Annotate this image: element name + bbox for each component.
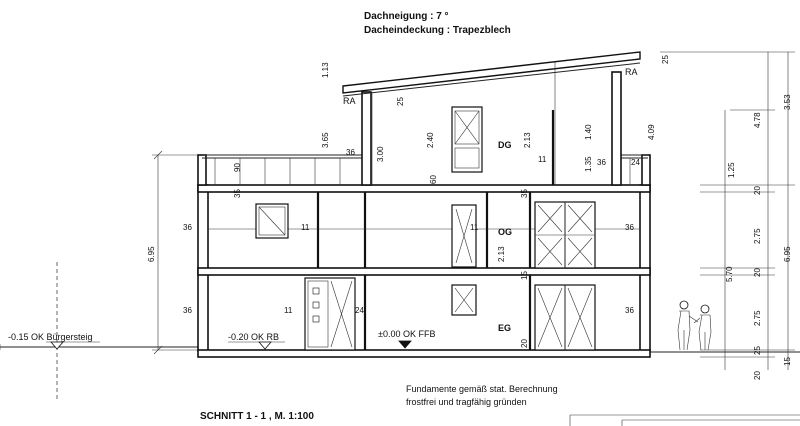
dim-135: 1.35 bbox=[584, 156, 593, 172]
street-level-label: -0.15 OK Bürgersteig bbox=[8, 332, 93, 342]
dim-36-dg: 36 bbox=[346, 148, 355, 157]
dim-35-mid: 35 bbox=[520, 189, 529, 198]
dim-36-dg-right: 36 bbox=[597, 158, 606, 167]
dim-695-left: 6.95 bbox=[147, 246, 156, 262]
room-label-dg: DG bbox=[498, 140, 512, 150]
dim-478: 4.78 bbox=[753, 112, 762, 128]
dim-140: 1.40 bbox=[584, 124, 593, 140]
entrance-door bbox=[305, 278, 355, 350]
dim-36-eg-left: 36 bbox=[183, 306, 192, 315]
ra-label-right: RA bbox=[625, 67, 638, 77]
window-eg-right bbox=[535, 285, 595, 350]
dim-275-eg: 2.75 bbox=[753, 310, 762, 326]
dim-20-a: 20 bbox=[753, 186, 762, 195]
ffb-level-marker bbox=[399, 341, 411, 348]
dim-20-b: 20 bbox=[753, 268, 762, 277]
dim-36-og-left: 36 bbox=[183, 223, 192, 232]
dim-300: 3.00 bbox=[376, 146, 385, 162]
dim-chains-right bbox=[660, 52, 795, 370]
window-og-right bbox=[535, 202, 595, 268]
title-block-frame bbox=[570, 415, 800, 426]
window-dg bbox=[452, 107, 482, 172]
window-eg-mid bbox=[452, 285, 476, 315]
room-label-og: OG bbox=[498, 227, 513, 237]
dim-409: 4.09 bbox=[647, 124, 656, 140]
ground-level-label: -0.20 OK RB bbox=[228, 332, 280, 342]
dim-125: 1.25 bbox=[727, 162, 736, 178]
dim-20-eg: 20 bbox=[520, 339, 529, 348]
roof-pitch-label: Dachneigung : 7 ° bbox=[364, 11, 449, 22]
dim-213-dg: 2.13 bbox=[523, 132, 532, 148]
dim-11-og-mid: 11 bbox=[470, 223, 479, 232]
dim-line-left bbox=[152, 151, 198, 354]
dim-275-og: 2.75 bbox=[753, 228, 762, 244]
dim-36-eg-right: 36 bbox=[625, 306, 634, 315]
ffb-level-label: ±0.00 OK FFB bbox=[378, 329, 436, 339]
dim-240: 2.40 bbox=[426, 132, 435, 148]
ground-level-marker bbox=[228, 342, 285, 349]
dim-90: 90 bbox=[233, 163, 242, 172]
dim-36-og-right: 36 bbox=[625, 223, 634, 232]
dim-20-bottom: 20 bbox=[753, 371, 762, 380]
dim-11-dg: 11 bbox=[538, 155, 547, 164]
dim-365: 3.65 bbox=[321, 132, 330, 148]
dim-570: 5.70 bbox=[725, 266, 734, 282]
window-og-mid bbox=[452, 205, 476, 267]
roof-covering-label: Dacheindeckung : Trapezblech bbox=[364, 25, 511, 36]
dim-24-eg: 24 bbox=[355, 306, 364, 315]
dim-213-og: 2.13 bbox=[497, 246, 506, 262]
room-label-eg: EG bbox=[498, 323, 512, 333]
dim-35: 35 bbox=[233, 189, 242, 198]
dim-15-og: 15 bbox=[520, 271, 529, 280]
ra-label-left: RA bbox=[343, 96, 356, 106]
roof bbox=[343, 52, 640, 185]
dim-695-right: 6.95 bbox=[783, 246, 792, 262]
dim-25-left: 25 bbox=[396, 97, 405, 106]
dim-15-right: 15 bbox=[783, 357, 792, 366]
dim-11-eg: 11 bbox=[284, 306, 293, 315]
window-og-left bbox=[256, 204, 288, 238]
dim-24-dg: 24 bbox=[631, 158, 640, 167]
dim-353: 3.53 bbox=[783, 94, 792, 110]
people-figures bbox=[678, 301, 711, 350]
dim-25-right: 25 bbox=[661, 55, 670, 64]
dim-113: 1.13 bbox=[321, 62, 330, 78]
street-level-marker bbox=[46, 262, 100, 400]
dim-60: 60 bbox=[429, 175, 438, 184]
foundation-note-1: Fundamente gemäß stat. Berechnung bbox=[406, 384, 558, 394]
foundation-note-2: frostfrei und tragfähig gründen bbox=[406, 397, 527, 407]
section-title: SCHNITT 1 - 1 , M. 1:100 bbox=[200, 411, 314, 422]
dim-25-bottom: 25 bbox=[753, 346, 762, 355]
dim-11-og: 11 bbox=[301, 223, 310, 232]
